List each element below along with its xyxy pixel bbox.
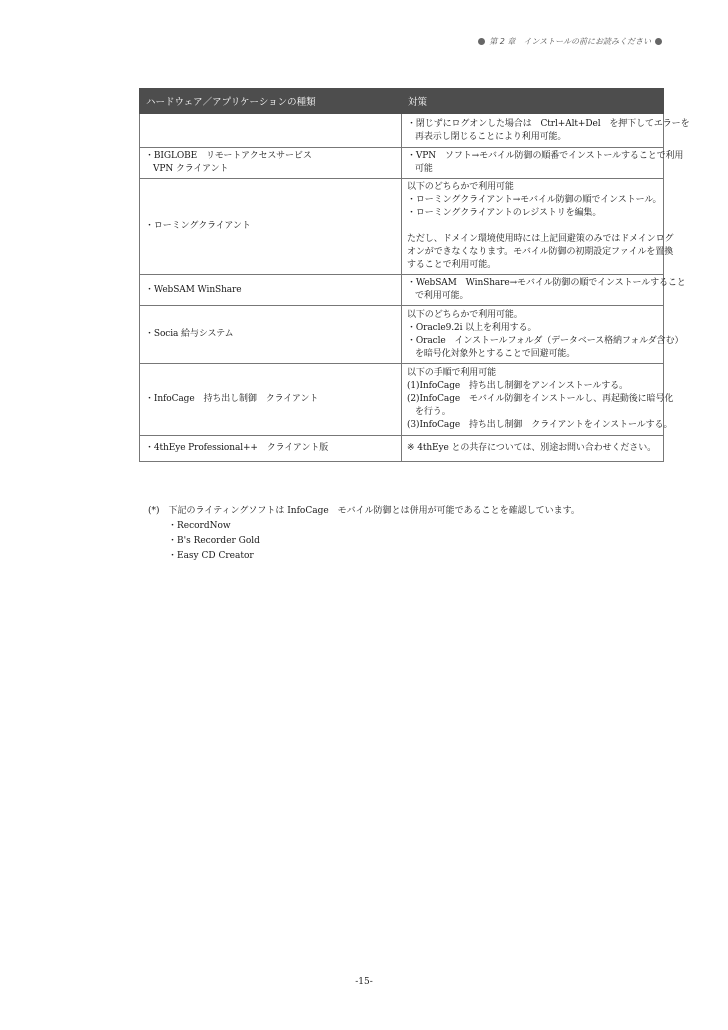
- cell-measure: [402, 364, 674, 436]
- cell-measure: [402, 114, 690, 148]
- page-number: -15-: [355, 977, 373, 987]
- cell-line: ・4thEye Professional++ クライアント版: [145, 443, 329, 453]
- table-header-row: [140, 89, 664, 114]
- cell-measure: [402, 179, 674, 275]
- footnote: [148, 504, 580, 564]
- column-header-type: ハードウェア／アプリケーションの種類: [140, 89, 402, 114]
- cell-line: ・InfoCage 持ち出し制御 クライアント: [145, 394, 319, 404]
- cell-line: 以下のどちらかで利用可能: [407, 182, 514, 192]
- cell-line: ・WebSAM WinShare→モバイル防御の順でインストールすること: [407, 278, 686, 288]
- table-row: [140, 306, 664, 364]
- cell-line: 以下のどちらかで利用可能。: [407, 309, 523, 320]
- table-row: [140, 179, 664, 275]
- footnote-text: (*) 下記のライティングソフトは InfoCage モバイル防御とは併用が可能であることを確認しています。: [148, 506, 580, 516]
- cell-line: 以下の手順で利用可能: [407, 368, 497, 378]
- table-body: [140, 114, 690, 462]
- running-header: [478, 36, 662, 47]
- cell-line: を行う。: [415, 407, 451, 417]
- footnote-item: ・B's Recorder Gold: [168, 536, 260, 546]
- cell-measure: [402, 275, 686, 306]
- table-row: [140, 436, 664, 462]
- cell-line: (1)InfoCage 持ち出し制御をアンインストールする。: [407, 381, 628, 391]
- cell-line: を暗号化対象外とすることで回避可能。: [415, 348, 576, 359]
- cell-line: オンができなくなります。モバイル防御の初期設定ファイルを置換: [407, 247, 674, 257]
- cell-type: [140, 436, 402, 462]
- footnote-item: ・RecordNow: [168, 521, 231, 531]
- column-header-measure: 対策: [402, 89, 664, 114]
- cell-type: [140, 148, 402, 179]
- cell-type: [140, 114, 402, 148]
- cell-type: [140, 275, 402, 306]
- table-row: [140, 364, 664, 436]
- cell-type: [140, 306, 402, 364]
- cell-spacer: [407, 220, 658, 233]
- cell-type: [140, 364, 402, 436]
- cell-line: VPN クライアント: [153, 164, 229, 174]
- cell-line: ・Oracle インストールフォルダ（データベース格納フォルダ含む）: [407, 335, 684, 346]
- cell-line: 可能: [415, 164, 433, 174]
- cell-line: (2)InfoCage モバイル防御をインストールし、再起動後に暗号化: [407, 394, 674, 404]
- cell-line: ・BIGLOBE リモートアクセスサービス: [145, 151, 312, 161]
- table-row: [140, 114, 664, 148]
- table-row: [140, 275, 664, 306]
- cell-line: することで利用可能。: [407, 260, 497, 270]
- cell-line: で利用可能。: [415, 291, 469, 301]
- cell-line: ※ 4thEye との共存については、別途お問い合わせください。: [407, 443, 657, 453]
- cell-type: [140, 179, 402, 275]
- cell-line: ・VPN ソフト→モバイル防御の順番でインストールすることで利用: [407, 151, 684, 161]
- cell-line: 再表示し閉じることにより利用可能。: [415, 131, 567, 142]
- bullet-dot-icon: [655, 38, 662, 45]
- table-row: [140, 148, 664, 179]
- cell-measure: [402, 436, 664, 462]
- compatibility-table: [139, 88, 690, 462]
- cell-measure: [402, 306, 684, 364]
- cell-line: ・ローミングクライアント→モバイル防御の順でインストール。: [407, 195, 662, 205]
- cell-line: ・WebSAM WinShare: [145, 284, 242, 295]
- cell-line: ・ローミングクライアント: [145, 221, 251, 231]
- cell-line: ただし、ドメイン環境使用時には上記回避策のみではドメインログ: [407, 234, 674, 244]
- bullet-dot-icon: [478, 38, 485, 45]
- footnote-item: ・Easy CD Creator: [168, 551, 254, 561]
- cell-line: (3)InfoCage 持ち出し制御 クライアントをインストールする。: [407, 420, 673, 430]
- cell-line: ・閉じずにログオンした場合は Ctrl+Alt+Del を押下してエラーを: [407, 118, 690, 129]
- running-header-title: 第 2 章 インストールの前にお読みください: [489, 37, 651, 46]
- cell-measure: [402, 148, 684, 179]
- cell-line: ・Oracle9.2i 以上を利用する。: [407, 322, 537, 333]
- cell-line: ・ローミングクライアントのレジストリを編集。: [407, 208, 602, 218]
- cell-line: ・Socia 給与システム: [145, 329, 234, 339]
